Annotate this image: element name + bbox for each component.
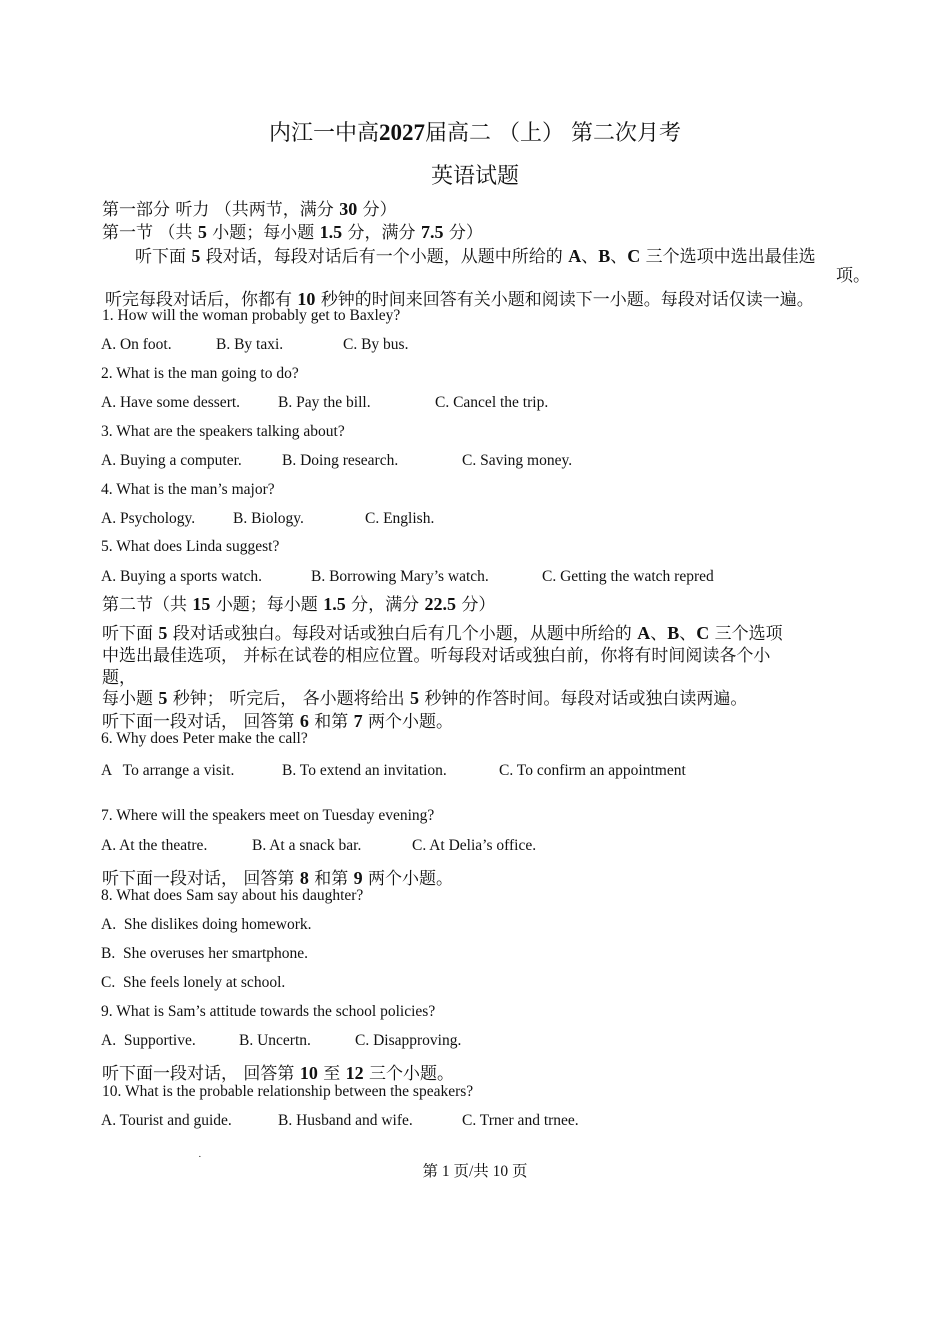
question-7-option-a: A. At the theatre. [101, 837, 208, 854]
section2-instructions-line4: 每小题 5 秒钟； 听完后， 各小题将给出 5 秒钟的作答时间。每段对话或独白读两遍。 [102, 688, 748, 709]
question-7-stem: 7. Where will the speakers meet on Tuesday evening? [101, 807, 435, 824]
question-2-stem: 2. What is the man going to do? [101, 365, 299, 382]
question-3-stem: 3. What are the speakers talking about? [101, 423, 345, 440]
exam-title [0, 116, 950, 147]
question-3-option-a: A. Buying a computer. [101, 452, 242, 469]
question-3-option-b: B. Doing research. [282, 452, 399, 469]
question-8-option-a: A. She dislikes doing homework. [101, 916, 312, 933]
question-10-option-a: A. Tourist and guide. [101, 1112, 232, 1129]
question-10-stem: 10. What is the probable relationship between the speakers? [102, 1083, 474, 1100]
question-3-option-c: C. Saving money. [462, 452, 573, 469]
question-5-option-c: C. Getting the watch repred [542, 568, 714, 585]
question-1-option-b: B. By taxi. [216, 336, 284, 353]
question-4-option-b: B. Biology. [233, 510, 304, 527]
section2-heading: 第二节（共 15 小题；每小题 1.5 分，满分 22.5 分） [102, 594, 496, 615]
question-4-stem: 4. What is the man’s major? [101, 481, 275, 498]
question-4-option-c: C. English. [365, 510, 435, 527]
question-8-option-b: B. She overuses her smartphone. [101, 945, 309, 962]
question-2-option-b: B. Pay the bill. [278, 394, 371, 411]
group-heading-6-7: 听下面一段对话， 回答第 6 和第 7 两个小题。 [102, 711, 454, 732]
question-1-stem: 1. How will the woman probably get to Baxley? [102, 307, 401, 324]
group-heading-8-9: 听下面一段对话， 回答第 8 和第 9 两个小题。 [102, 868, 454, 889]
question-6-option-a: A To arrange a visit. [101, 762, 235, 779]
group-heading-10-12: 听下面一段对话， 回答第 10 至 12 三个小题。 [102, 1063, 455, 1084]
title-school: 内江一中高 [268, 121, 379, 146]
question-1-option-c: C. By bus. [343, 336, 409, 353]
question-9-option-b: B. Uncertn. [239, 1032, 311, 1049]
section1-instructions-wrap: 项。 [836, 266, 870, 286]
page-number: 第 1 页/共 10 页 [422, 1163, 528, 1180]
title-term: 届高二 （上） 第二次月考 [425, 121, 681, 146]
question-10-option-c: C. Trner and trnee. [462, 1112, 579, 1129]
exam-subtitle: 英语试题 [430, 164, 519, 189]
section2-instructions-line1: 听下面 5 段对话或独白。每段对话或独白后有几个小题，从题中所给的 A、B、C 三个选项 [102, 623, 783, 644]
question-8-stem: 8. What does Sam say about his daughter? [101, 887, 364, 904]
section1-instructions-line2: 听完每段对话后，你都有 10 秒钟的时间来回答有关小题和阅读下一小题。每段对话仅读一遍。 [105, 289, 814, 310]
question-6-option-c: C. To confirm an appointment [499, 762, 686, 779]
footer-mark: ˙ [198, 1154, 202, 1166]
question-9-stem: 9. What is Sam’s attitude towards the school policies? [101, 1003, 436, 1020]
question-5-option-a: A. Buying a sports watch. [101, 568, 263, 585]
section2-instructions-line3: 题， [102, 668, 136, 688]
question-8-option-c: C. She feels lonely at school. [101, 974, 286, 991]
question-2-option-c: C. Cancel the trip. [435, 394, 549, 411]
question-7-option-c: C. At Delia’s office. [412, 837, 537, 854]
question-9-option-a: A. Supportive. [101, 1032, 196, 1049]
title-year: 2027 [379, 120, 425, 145]
section2-instructions-line2: 中选出最佳选项， 并标在试卷的相应位置。听每段对话或独白前，你将有时间阅读各个小 [102, 646, 771, 666]
question-10-option-b: B. Husband and wife. [278, 1112, 413, 1129]
question-1-option-a: A. On foot. [101, 336, 172, 353]
question-7-option-b: B. At a snack bar. [252, 837, 362, 854]
question-6-stem: 6. Why does Peter make the call? [101, 730, 308, 747]
part1-heading: 第一部分 听力 （共两节，满分 30 分） [102, 199, 397, 220]
question-5-option-b: B. Borrowing Mary’s watch. [311, 568, 489, 585]
section1-instructions-line1: 听下面 5 段对话，每段对话后有一个小题，从题中所给的 A、B、C 三个选项中选出最佳选 [135, 246, 816, 267]
section1-heading: 第一节 （共 5 小题；每小题 1.5 分，满分 7.5 分） [102, 222, 483, 243]
question-2-option-a: A. Have some dessert. [101, 394, 241, 411]
question-4-option-a: A. Psychology. [101, 510, 196, 527]
question-9-option-c: C. Disapproving. [355, 1032, 462, 1049]
question-5-stem: 5. What does Linda suggest? [101, 538, 280, 555]
question-6-option-b: B. To extend an invitation. [282, 762, 447, 779]
